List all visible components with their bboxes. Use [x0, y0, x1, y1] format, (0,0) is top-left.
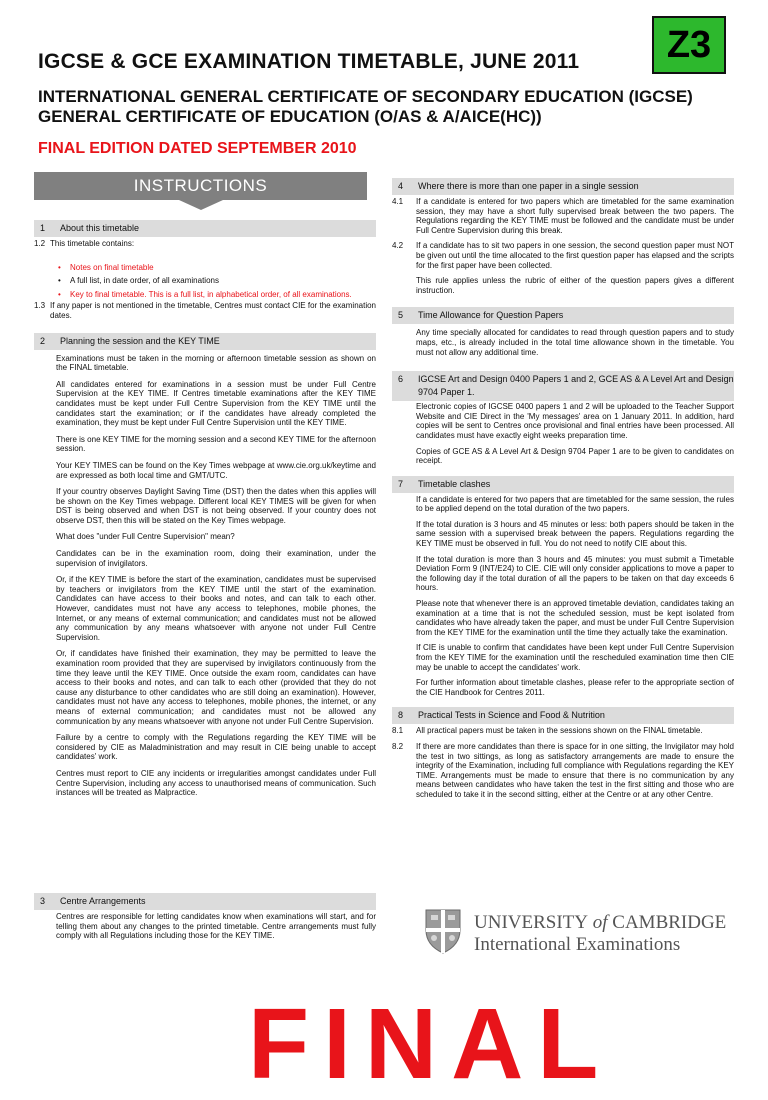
subtitle-gce: GENERAL CERTIFICATE OF EDUCATION (O/AS & A/AICE(HC)) — [38, 107, 542, 126]
right-column — [392, 178, 734, 800]
section-heading-2: 2 Planning the session and the KEY TIME — [34, 333, 376, 350]
page-title: IGCSE & GCE EXAMINATION TIMETABLE, JUNE 2011 — [38, 50, 580, 73]
contents-list — [56, 263, 376, 300]
paragraph: There is one KEY TIME for the morning session and a second KEY TIME for the afternoon session. — [56, 434, 376, 454]
section-title: Timetable clashes — [418, 478, 491, 489]
paragraph-8-1: 8.1 All practical papers must be taken in the sessions shown on the FINAL timetable. — [392, 726, 703, 736]
left-column-section-3 — [34, 893, 376, 941]
paragraph: All candidates entered for examinations in a session must be under Full Centre Supervision at the KEY TIME. If Centres timetable examinations after the KEY TIME candidates must be kept under Full Centre Supervision from the KEY TIME until the candidates start the examination; or if the candidates have already completed the examination, they must be kept under Full Centre Supervision until the KEY TIME. — [56, 379, 376, 428]
paragraph: This rule applies unless the rubric of either of the question papers gives a different instruction. — [416, 276, 734, 295]
paragraph: Candidates can be in the examination room, doing their examination, under the supervision of invigilators. — [56, 549, 376, 568]
final-watermark: FINAL — [248, 988, 613, 1100]
section-title: Time Allowance for Question Papers — [418, 310, 564, 321]
paragraph: Electronic copies of IGCSE 0400 papers 1 and 2 will be uploaded to the Teacher Support Website and CIE Direct in the 'My messages' area on 1 January 2011. In addition, hard copies will be sent to Centres once provisional and final entries have been processed. All candidates must have exactly eight weeks preparation time. — [416, 402, 734, 440]
paragraph: Your KEY TIMES can be found on the Key Times webpage at www.cie.org.uk/keytime and are expressed as both local time and GMT/UTC. — [56, 460, 376, 480]
list-item: • Notes on final timetable — [56, 263, 376, 273]
paragraph-8-2: 8.2 If there are more candidates than there is space for in one sitting, the Invigilator may hold the test in two sittings, as long as satisfactory arrangements are made to ensure the integrity of the Examination, including full compliance with Regulations regarding the KEY TIME. Arrangements must be made to ensure that there is no communication by any means between candidates who have taken the test in the first sitting and those who are scheduled to take it in the second sitting, either at the Centre or at any other Centre. — [392, 741, 734, 799]
section-heading-3: 3 Centre Arrangements — [34, 893, 376, 910]
instructions-heading: INSTRUCTIONS — [34, 172, 367, 200]
paragraph: If CIE is unable to confirm that candidates have been kept under Full Centre Supervision from the KEY TIME for the examination until the rescheduled examination time then CIE may be unable to accept the candidates' work. — [416, 643, 734, 672]
section-title: IGCSE Art and Design 0400 Papers 1 and 2, GCE AS & A Level Art and Design 9704 Paper 1. — [418, 374, 734, 398]
paragraph: Failure by a centre to comply with the Regulations regarding the KEY TIME will be considered by CIE as Maladministration and may result in CIE being unable to accept candidates' work. — [56, 733, 376, 762]
paragraph: Any time specially allocated for candidates to read through question papers and to study maps, etc., is already included in the total time allowance shown in the timetable. You must not allow any additional time. — [416, 328, 734, 357]
section-title: Centre Arrangements — [60, 896, 146, 906]
left-column — [34, 220, 376, 798]
paragraph: Centres must report to CIE any incidents or irregularities amongst candidates under Full Centre Supervision, including any access to unauthorised means of communication. Such instances will be treated as Malpractice. — [56, 768, 376, 798]
section-heading-5: 5 Time Allowance for Question Papers — [392, 307, 734, 324]
paragraph: Copies of GCE AS & A Level Art & Design 9704 Paper 1 are to be given to candidates on receipt. — [416, 446, 734, 466]
section-title: About this timetable — [60, 223, 140, 233]
section-heading-7: 7 Timetable clashes — [392, 476, 734, 493]
section-heading-4: 4 Where there is more than one paper in a single session — [392, 178, 734, 195]
paragraph-4-1: 4.1 If a candidate is entered for two papers which are timetabled for the same examination session, they may have a short fully supervised break between the two papers. The Regulations regarding the KEY TIME must be followed and the candidate must be under Full Centre Supervision during this break. — [392, 197, 734, 235]
subtitle-igcse: INTERNATIONAL GENERAL CERTIFICATE OF SECONDARY EDUCATION (IGCSE) — [38, 87, 693, 106]
paragraph-4-2: 4.2 If a candidate has to sit two papers in one session, the second question paper must NOT be given out until the time allocated to the first question paper has elapsed and the scripts for the first paper have been collected. — [392, 241, 734, 270]
edition-badge: Z3 — [652, 16, 726, 74]
section-title: Where there is more than one paper in a single session — [418, 181, 639, 191]
paragraph: If your country observes Daylight Saving Time (DST) then the dates when this applies will be shown on the Key Times webpage. Different local KEY TIMES will be given for when DST is being observed and when DST is not being observed. If your country does not observe DST, then this will be stated on the Key Times webpage. — [56, 487, 376, 525]
paragraph-1-3: 1.3 If any paper is not mentioned in the timetable, Centres must contact CIE for the examination dates. — [34, 301, 376, 320]
organisation-name: International Examinations — [474, 934, 681, 955]
list-item: • A full list, in date order, of all examinations — [56, 276, 376, 286]
university-name: UNIVERSITY of CAMBRIDGE — [474, 912, 727, 933]
paragraph: If the total duration is more than 3 hours and 45 minutes: you must submit a Timetable Deviation Form 9 (INT/E24) to CIE. CIE will only consider applications to move a paper to the following day if the total duration of all the papers to be taken on that day exceeds 6 hours. — [416, 554, 734, 593]
paragraph: Examinations must be taken in the morning or afternoon timetable session as shown on the FINAL timetable. — [56, 353, 376, 373]
university-crest-icon — [424, 908, 462, 954]
paragraph: Centres are responsible for letting candidates know when examinations will start, and for telling them about any changes to the printed timetable. Centre arrangements must fully comply with all Regulations including those for the KEY TIME. — [56, 912, 376, 941]
section-heading-1: 1 About this timetable — [34, 220, 376, 237]
banner-arrow — [179, 200, 223, 210]
section-2-body — [34, 354, 376, 798]
paragraph: For further information about timetable clashes, please refer to the appropriate section of the CIE Handbook for Centres 2011. — [416, 678, 734, 697]
paragraph: If a candidate is entered for two papers that are timetabled for the same session, the rules to be applied depend on the total duration of the two papers. — [416, 494, 734, 514]
section-heading-6: 6 IGCSE Art and Design 0400 Papers 1 and 2, GCE AS & A Level Art and Design 9704 Paper 1. — [392, 371, 734, 401]
instructions-banner — [34, 172, 367, 200]
section-title: Practical Tests in Science and Food & Nutrition — [418, 710, 605, 721]
section-title: Planning the session and the KEY TIME — [60, 335, 220, 346]
paragraph: If the total duration is 3 hours and 45 minutes or less: both papers should be taken in the same session with a supervised break between the papers. Regulations regarding the KEY TIME must be observed in full. You do not need to notify CIE about this. — [416, 519, 734, 549]
paragraph-1-2: 1.2 This timetable contains: — [34, 239, 135, 248]
paragraph: What does "under Full Centre Supervision" mean? — [56, 532, 235, 542]
edition-label: FINAL EDITION DATED SEPTEMBER 2010 — [38, 140, 357, 157]
section-heading-8: 8 Practical Tests in Science and Food & Nutrition — [392, 707, 734, 724]
section-7-body — [392, 495, 734, 698]
paragraph: Or, if the KEY TIME is before the start of the examination, candidates must be supervised by teachers or invigilators from the KEY TIME until the start of the examination. Candidates can have access to their books and notes, and can talk to each other. However, candidates must not have any access to telephones, mobile phones, the Internet, or any means of external communication; and candidates must not be allowed any communication by any means whatsoever with anyone not under Full Centre Supervision. — [56, 575, 376, 642]
paragraph: Or, if candidates have finished their examination, they may be permitted to leave the examination room provided that they are supervised by invigilators continuously from the time they leave until the KEY TIME. Once outside the exam room, candidates can have access to their books and notes, and can talk to each other (provided that they do not cause any disturbance to other candidates who are still doing an examination). However, candidates must not have any access to telephones, mobile phones, the internet, or any means of external communication; and candidates must not be allowed any communication by any means whatsoever with anyone not under Full Centre Supervision. — [56, 649, 376, 726]
list-item: • Key to final timetable. This is a full list, in alphabetical order, of all examinations. — [56, 290, 376, 300]
paragraph: Please note that whenever there is an approved timetable deviation, candidates taking an examination at a time that is not the scheduled session, must be kept isolated from candidates who have already taken the paper, and must be under Full Centre Supervision from the KEY TIME for the examination until the time they actually take the examination. — [416, 599, 734, 637]
